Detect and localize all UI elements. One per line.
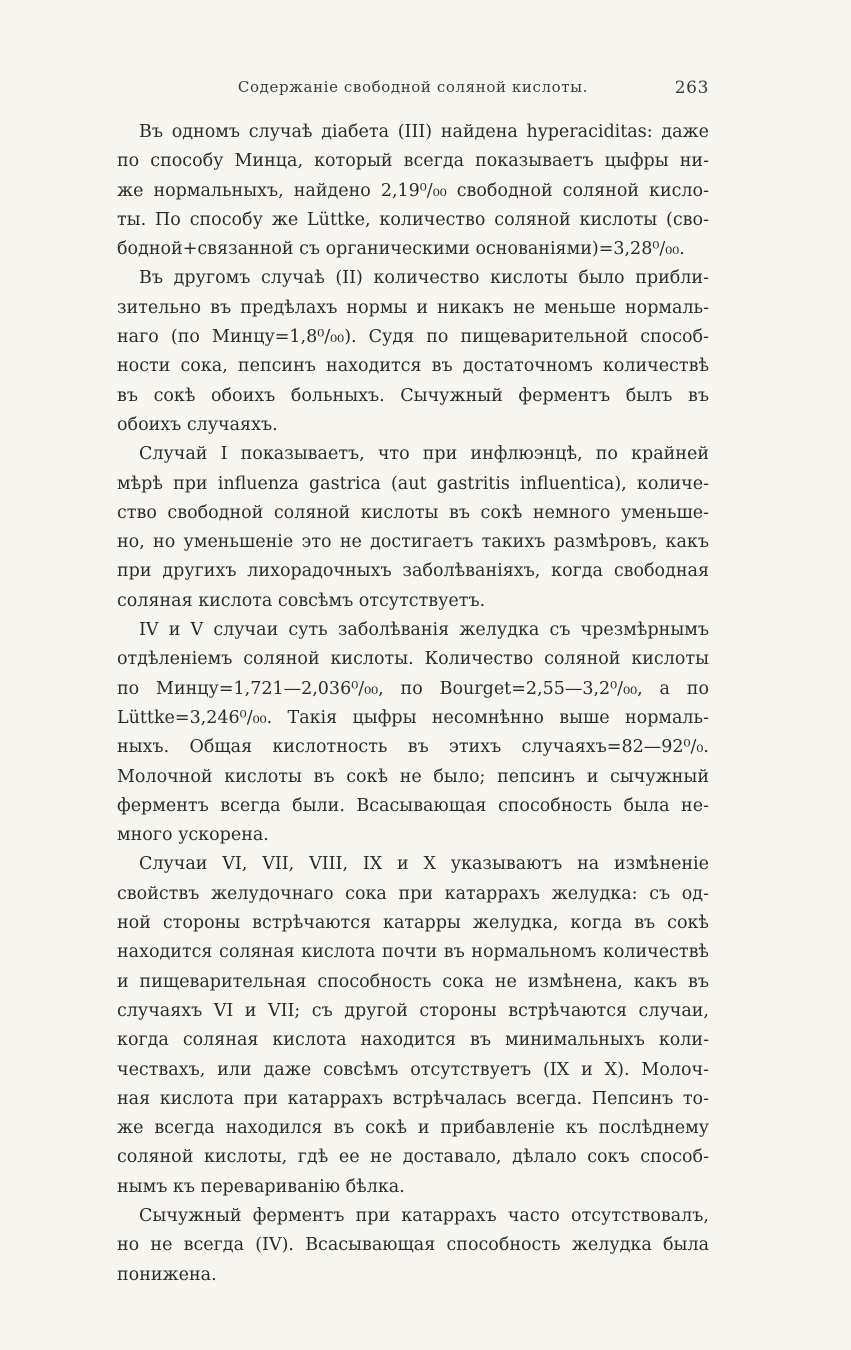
text-line: наго (по Минцу=1,8⁰/₀₀). Судя по пищеварительной способ- <box>117 327 709 348</box>
text-line: Lüttke=3,246⁰/₀₀. Такія цыфры несомнѣнно выше нормаль- <box>117 707 709 728</box>
text-line: понижена. <box>117 1264 217 1285</box>
text-line: случаяхъ VI и VII; съ другой стороны встрѣчаются случаи, <box>117 1000 709 1021</box>
text-line: чествахъ, или даже совсѣмъ отсутствуетъ (IX и X). Молоч- <box>117 1059 709 1080</box>
text-line: но не всегда (IV). Всасывающая способность желудка была <box>117 1235 709 1256</box>
text-line: IV и V случаи суть заболѣванія желудка съ чрезмѣрнымъ <box>139 620 709 641</box>
text-line: соляной кислоты, гдѣ ее не доставало, дѣлало сокъ способ- <box>117 1147 709 1168</box>
text-line: при другихъ лихорадочныхъ заболѣваніяхъ, когда свободная <box>117 561 709 582</box>
text-line: мѣрѣ при influenza gastrica (aut gastritis influentica), количе- <box>117 473 709 494</box>
text-line: Случаи VI, VII, VIII, IX и X указываютъ на измѣненіе <box>139 854 709 875</box>
text-line: соляная кислота совсѣмъ отсутствуетъ. <box>117 590 486 611</box>
text-line: много ускорена. <box>117 825 269 846</box>
text-line: же нормальныхъ, найдено 2,19⁰/₀₀ свободной соляной кисло- <box>117 180 709 201</box>
text-line: Случай I показываетъ, что при инфлюэнцѣ, по крайней <box>139 444 709 465</box>
text-line: когда соляная кислота находится въ минимальныхъ коли- <box>117 1030 709 1051</box>
body-text <box>117 118 709 1290</box>
text-line: ныхъ. Общая кислотность въ этихъ случаяхъ=82—92⁰/₀. <box>117 737 709 758</box>
paragraph <box>117 440 709 616</box>
running-head <box>117 78 709 102</box>
text-line: же всегда находился въ сокѣ и прибавленіе къ послѣднему <box>117 1118 709 1139</box>
text-line: ство свободной соляной кислоты въ сокѣ немного уменьше- <box>117 502 709 523</box>
paragraph <box>117 118 709 264</box>
text-line: Сычужный ферментъ при катаррахъ часто отсутствовалъ, <box>139 1205 709 1226</box>
paragraph <box>117 264 709 440</box>
text-line: ты. По способу же Lüttke, количество соляной кислоты (сво- <box>117 209 709 230</box>
text-line: обоихъ случаяхъ. <box>117 414 278 435</box>
text-line: ферментъ всегда были. Всасывающая способность была не- <box>117 795 709 816</box>
text-line: Молочной кислоты въ сокѣ не было; пепсинъ и сычужный <box>117 766 709 787</box>
text-line: нымъ къ перевариванію бѣлка. <box>117 1176 405 1197</box>
text-line: и пищеварительная способность сока не измѣнена, какъ въ <box>117 971 709 992</box>
text-line: находится соляная кислота почти въ нормальномъ количествѣ <box>117 942 709 963</box>
text-line: по Минцу=1,721—2,036⁰/₀₀, по Bourget=2,55—3,2⁰/₀₀, а по <box>117 678 709 699</box>
text-line: бодной+связанной съ органическими основаніями)=3,28⁰/₀₀. <box>117 239 685 260</box>
text-line: ной стороны встрѣчаются катарры желудка, когда въ сокѣ <box>117 913 709 934</box>
text-line: ная кислота при катаррахъ встрѣчалась всегда. Пепсинъ то- <box>117 1088 709 1109</box>
running-title: Содержаніе свободной соляной кислоты. <box>237 78 589 96</box>
text-line: ности сока, пепсинъ находится въ достаточномъ количествѣ <box>117 356 709 377</box>
text-line: по способу Минца, который всегда показываетъ цыфры ни- <box>117 151 709 172</box>
paragraph <box>117 616 709 850</box>
text-line: Въ одномъ случаѣ діабета (III) найдена hyperaciditas: даже <box>139 122 709 142</box>
text-line: въ сокѣ обоихъ больныхъ. Сычужный ферментъ былъ въ <box>117 385 709 406</box>
text-line: свойствъ желудочнаго сока при катаррахъ желудка: съ од- <box>117 883 709 904</box>
text-line: Въ другомъ случаѣ (II) количество кислоты было прибли- <box>139 268 709 289</box>
text-line: отдѣленіемъ соляной кислоты. Количество соляной кислоты <box>117 649 709 670</box>
page-number: 263 <box>674 78 709 98</box>
text-line: зительно въ предѣлахъ нормы и никакъ не меньше нормаль- <box>117 297 709 318</box>
paragraph <box>117 1202 709 1290</box>
paragraph <box>117 850 709 1202</box>
text-line: но, но уменьшеніе это не достигаетъ такихъ размѣровъ, какъ <box>117 532 709 553</box>
